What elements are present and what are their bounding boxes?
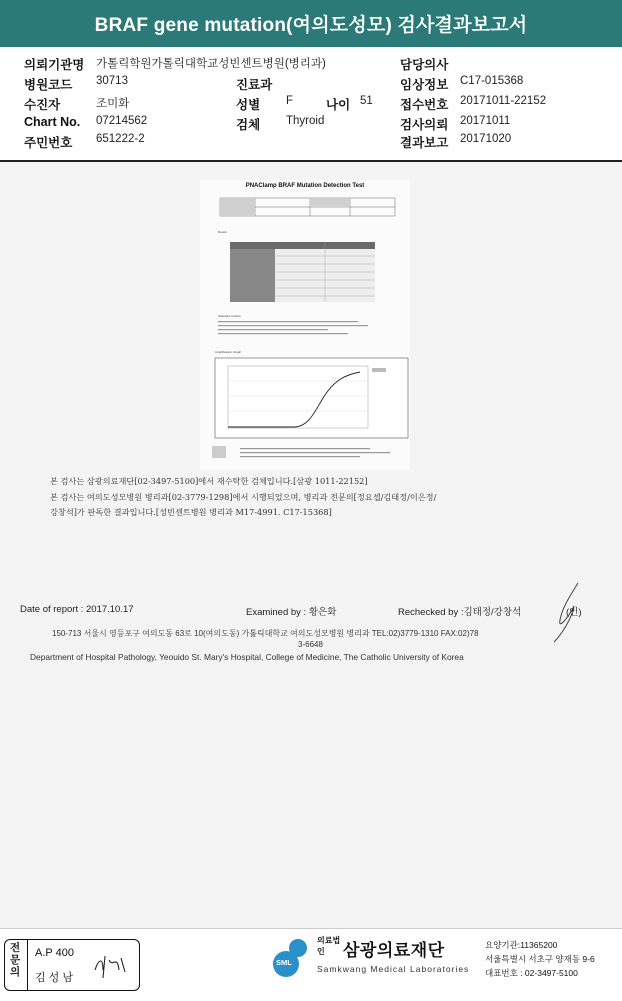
request-date-label: 검사의뢰	[400, 118, 449, 132]
lab-prefix: 의료법인	[317, 936, 341, 956]
chart-no: 07214562	[96, 115, 148, 127]
request-date: 20171011	[460, 115, 511, 127]
report-date: 20171020	[460, 133, 512, 145]
specimen-label: 검체	[236, 118, 261, 132]
requesting-org-label: 의뢰기관명	[24, 58, 85, 72]
patient-info-header	[0, 47, 622, 162]
department-line: Department of Hospital Pathology, Yeouido St. Mary's Hospital, College of Medicine, The Catholic University of Korea	[30, 652, 464, 662]
stamp-name: 김 성 남	[35, 972, 73, 984]
requesting-org: 가톨릭학원가톨릭대학교성빈센트병원(병리과)	[96, 58, 326, 70]
clinical-info-label: 임상정보	[400, 78, 449, 92]
lab-name: 삼광의료재단	[343, 941, 445, 960]
specimen: Thyroid	[286, 115, 325, 127]
dept-label: 진료과	[236, 78, 273, 92]
sex: F	[286, 95, 294, 107]
hospital-address: 150-713 서울시 영등포구 여의도동 63로 10(여의도동) 가톨릭대학교 여의도성모병원 병리과 TEL:02)3779-1310 FAX:02)78	[52, 629, 479, 638]
chart-no-label: Chart No.	[24, 115, 81, 129]
report-date-label: 결과보고	[400, 136, 449, 150]
seal-mark: (인)	[566, 607, 582, 618]
age-label: 나이	[326, 98, 351, 112]
lab-english: Samkwang Medical Laboratories	[317, 964, 470, 974]
rechecked-by: Rechecked by :김태정/강창석	[398, 607, 522, 618]
receipt-no-label: 접수번호	[400, 98, 449, 112]
lab-phone: 대표번호 : 02-3497-5100	[485, 968, 578, 978]
ssn-label: 주민번호	[24, 136, 73, 150]
specialist-stamp	[4, 939, 140, 991]
hospital-code: 30713	[96, 75, 128, 87]
scan-doc-title: PNAClamp BRAF Mutation Detection Test	[245, 183, 365, 189]
clinical-info: C17-015368	[460, 75, 524, 87]
date-of-report: Date of report : 2017.10.17	[20, 604, 134, 615]
result-label: Result	[218, 230, 227, 234]
criteria-label: Standard Criteria	[218, 314, 241, 318]
note-line-1: 본 검사는 삼광의료재단[02-3497-5100]에서 재수탁한 검체입니다.[삼광 1011-22152]	[50, 476, 368, 486]
logo-text: SML	[276, 958, 292, 967]
hospital-address-cont: 3-6648	[298, 640, 323, 649]
age: 51	[360, 95, 373, 107]
sex-label: 성별	[236, 98, 261, 112]
signature-mark	[548, 578, 588, 648]
pnaclamp-report	[200, 180, 410, 470]
stamp-signature	[91, 950, 131, 980]
page-title: BRAF gene mutation(여의도성모) 검사결과보고서	[0, 0, 622, 47]
patient-label: 수진자	[24, 98, 61, 112]
amp-label: Amplification Graph	[215, 350, 242, 354]
hospital-code-label: 병원코드	[24, 78, 73, 92]
examined-by: Examined by : 황은화	[246, 607, 337, 618]
stamp-code: A.P 400	[35, 947, 74, 959]
ssn: 651222-2	[96, 133, 145, 145]
lab-address: 서울특별시 서초구 양재동 9-6	[485, 954, 595, 964]
note-line-2: 본 검사는 여의도성모병원 병리과[02-3779-1298]에서 시행되었으며, 병리과 전문의[정요셉/김태정/이은정/	[50, 492, 437, 502]
note-line-3: 강창석]가 판독한 결과입니다.[성빈센트병원 병리과 M17-4991. C17-15368]	[50, 507, 332, 517]
attending-label: 담당의사	[400, 58, 449, 72]
patient-name: 조미화	[96, 98, 130, 110]
sml-logo-icon	[272, 936, 314, 978]
report-figure	[200, 180, 410, 470]
care-id: 요양기관:11365200	[485, 940, 558, 950]
receipt-no: 20171011-22152	[460, 95, 547, 107]
stamp-label: 전문의	[10, 942, 21, 978]
